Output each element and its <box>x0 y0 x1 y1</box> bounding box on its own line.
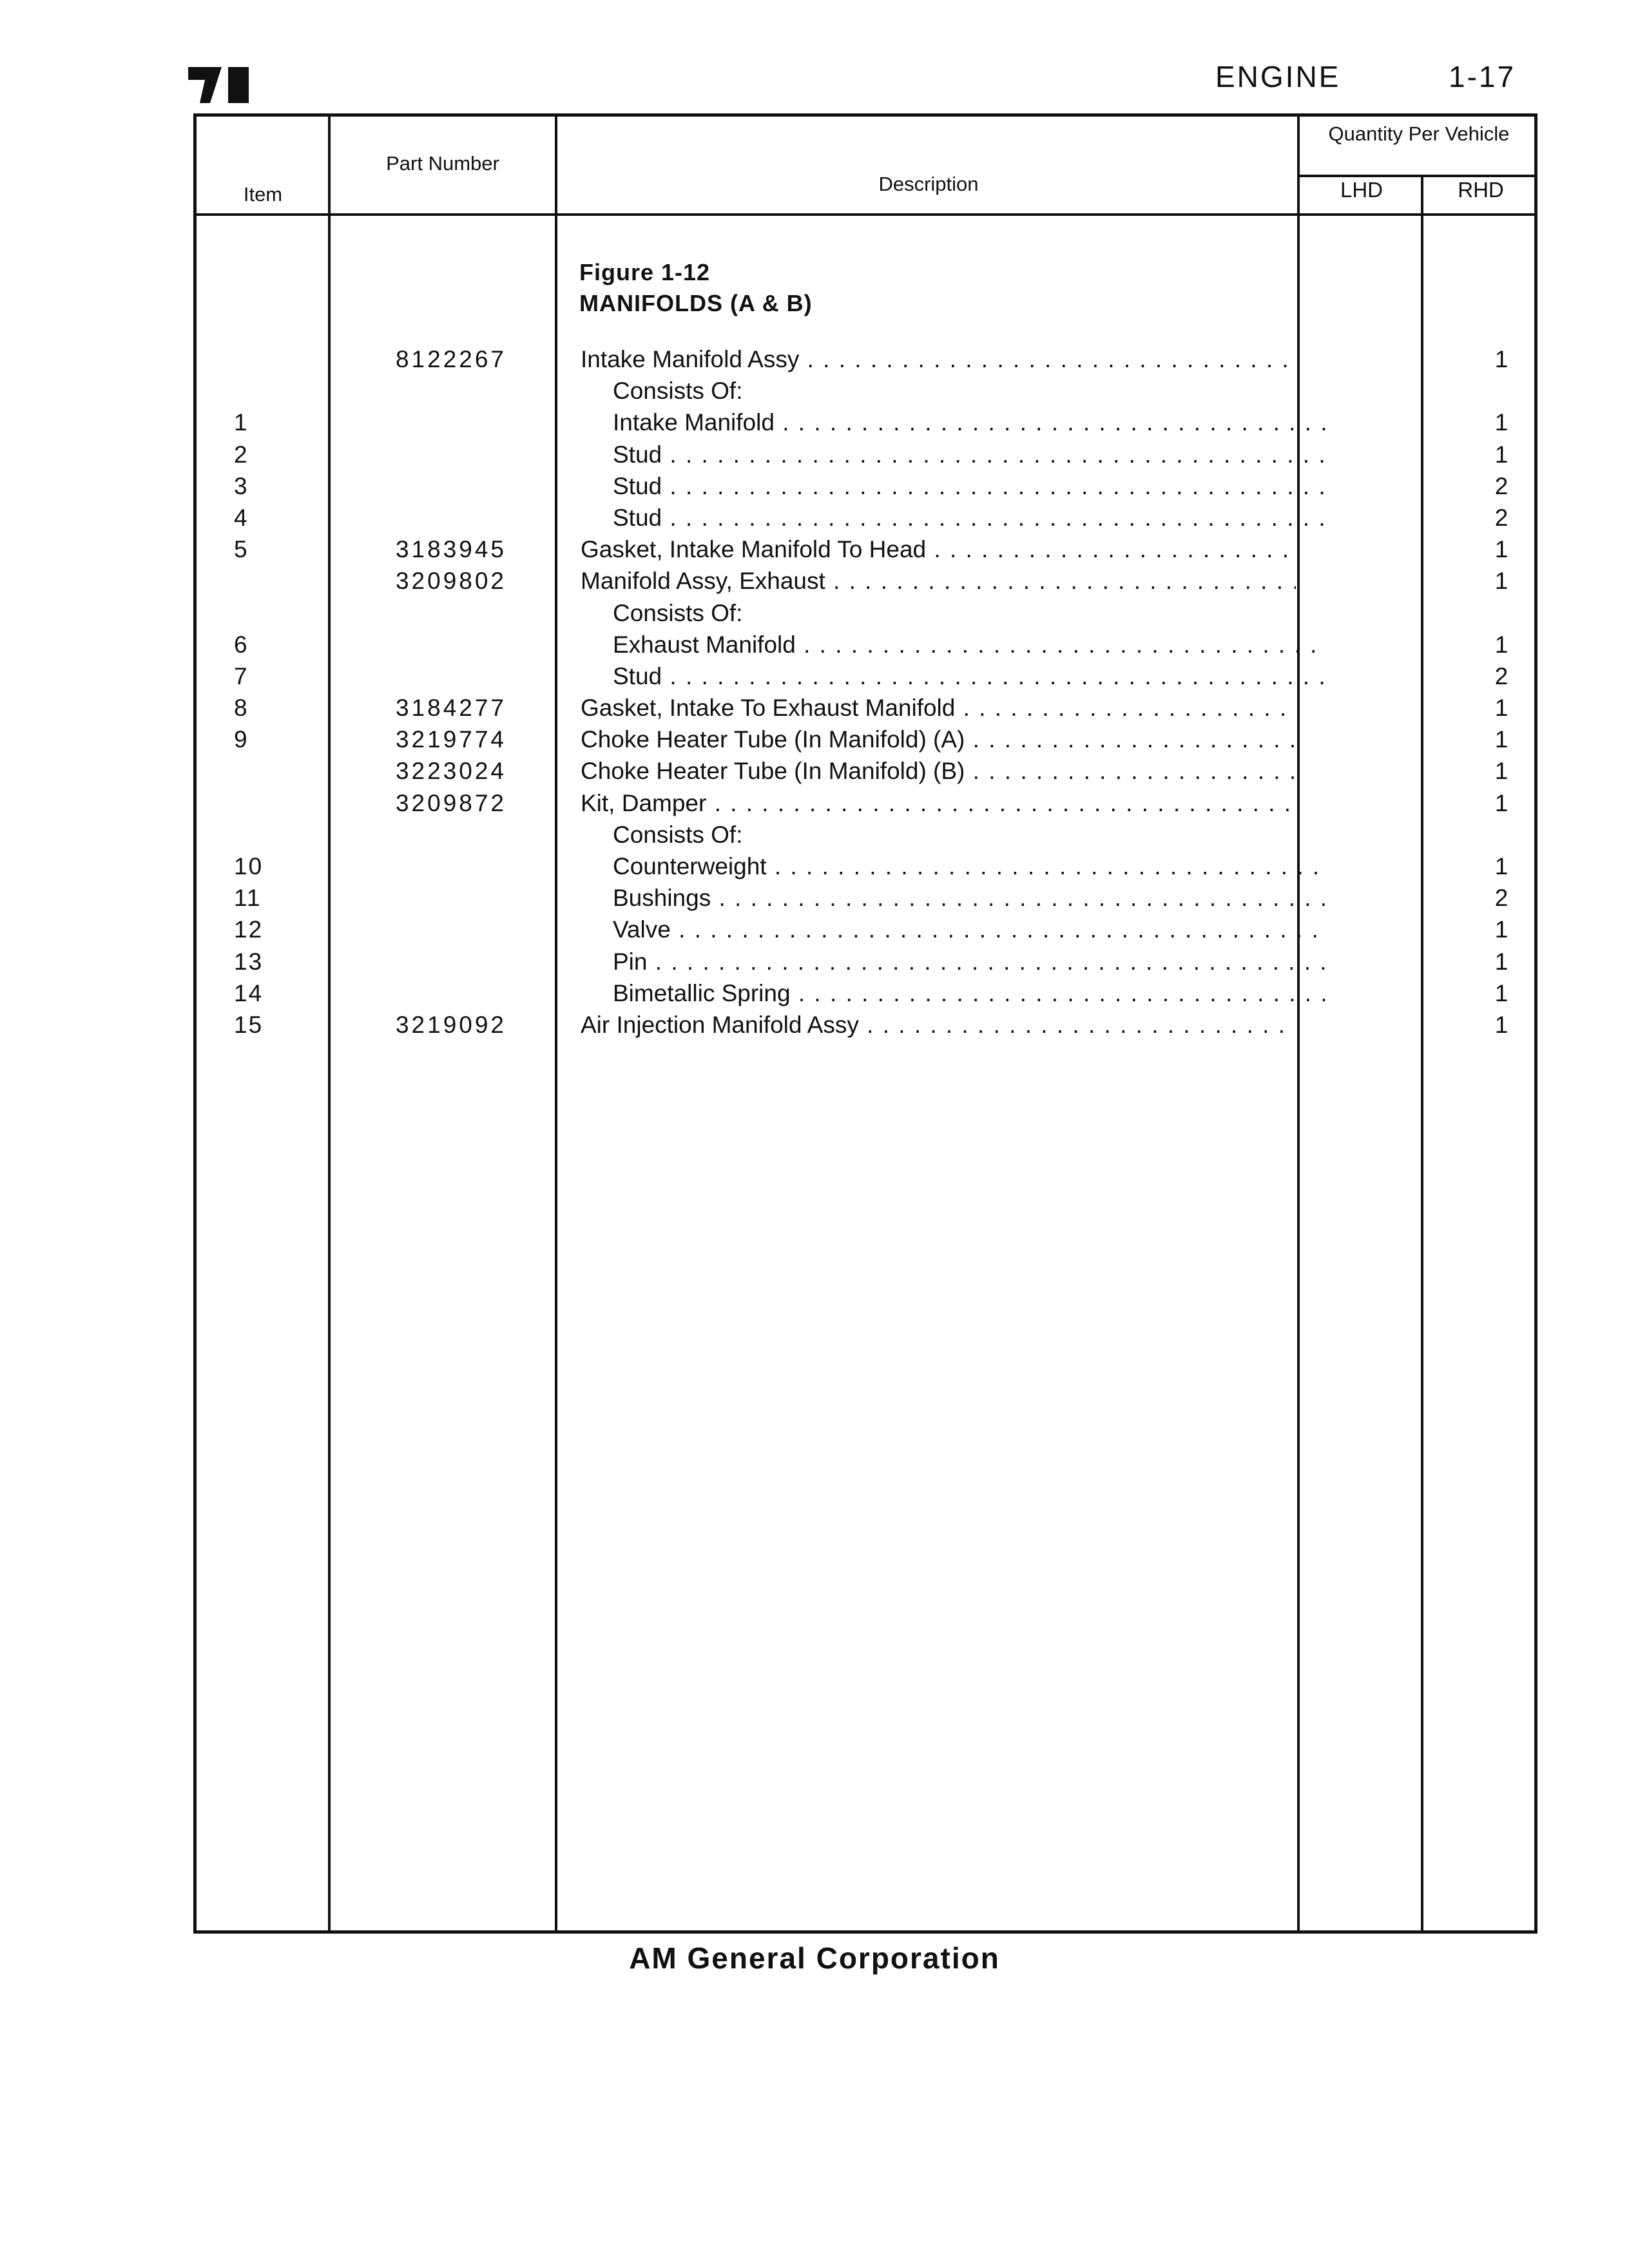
rhd-qty-cell: 2 <box>1494 662 1509 689</box>
description-cell: Gasket, Intake To Exhaust Manifold . . . <box>581 692 1296 724</box>
description-cell: Exhaust Manifold . . . <box>613 629 1328 660</box>
part-number-cell: 3223024 <box>395 758 507 785</box>
description-cell: Intake Manifold Assy . . . <box>581 343 1296 375</box>
part-number-cell: 8122267 <box>395 346 507 372</box>
rhd-qty-cell: 1 <box>1494 346 1509 372</box>
table-row <box>197 819 1534 850</box>
table-row <box>197 882 1534 914</box>
table-row <box>197 977 1534 1009</box>
table-row <box>197 470 1534 502</box>
parts-table <box>193 113 1537 1934</box>
rhd-qty-cell: 1 <box>1494 853 1509 879</box>
item-cell: 11 <box>234 885 262 912</box>
table-row <box>197 629 1534 660</box>
header-lhd: LHD <box>1340 178 1383 202</box>
item-cell: 12 <box>234 916 264 943</box>
item-cell: 4 <box>234 504 249 531</box>
item-cell: 8 <box>234 695 249 722</box>
table-row <box>197 597 1534 629</box>
part-number-cell: 3209872 <box>395 789 507 816</box>
description-cell: Pin . . . <box>613 946 1328 977</box>
table-row <box>197 787 1534 819</box>
rhd-qty-cell: 1 <box>1494 979 1509 1006</box>
description-cell: Choke Heater Tube (In Manifold) (A) . . . <box>581 724 1296 755</box>
table-row <box>197 724 1534 755</box>
rhd-qty-cell: 1 <box>1494 536 1509 563</box>
rhd-qty-cell: 1 <box>1494 726 1509 753</box>
rhd-qty-cell: 1 <box>1494 948 1509 975</box>
item-cell: 14 <box>234 979 264 1006</box>
part-number-cell: 3209802 <box>395 568 507 595</box>
table-row <box>197 407 1534 438</box>
part-number-cell: 3219774 <box>395 726 507 753</box>
header-quantity: Quantity Per Vehicle <box>1328 122 1510 145</box>
rhd-qty-cell: 2 <box>1494 504 1509 531</box>
item-cell: 15 <box>234 1011 264 1038</box>
description-cell: Consists Of: <box>613 599 743 626</box>
section-title: ENGINE <box>1215 60 1341 93</box>
description-cell: Stud . . . <box>613 660 1328 692</box>
description-cell: Bimetallic Spring . . . <box>613 977 1328 1009</box>
item-cell: 13 <box>234 948 264 975</box>
item-cell: 5 <box>234 536 249 563</box>
description-cell: Bushings . . . <box>613 882 1328 914</box>
rhd-qty-cell: 2 <box>1494 885 1509 912</box>
item-cell: 7 <box>234 662 249 689</box>
page-number: 1-17 <box>1449 60 1516 93</box>
table-row <box>197 439 1534 470</box>
description-cell: Consists Of: <box>613 821 743 848</box>
part-number-cell: 3219092 <box>395 1011 507 1038</box>
header-part-number: Part Number <box>386 152 499 175</box>
description-cell: Air Injection Manifold Assy . . . <box>581 1009 1296 1041</box>
table-row <box>197 914 1534 945</box>
description-cell: Stud . . . <box>613 502 1328 533</box>
rhd-qty-cell: 1 <box>1494 631 1509 658</box>
header-item: Item <box>243 183 283 206</box>
table-row <box>197 1009 1534 1041</box>
header-bottom-rule <box>197 213 1534 216</box>
description-cell: Gasket, Intake Manifold To Head . . . <box>581 533 1296 565</box>
rhd-qty-cell: 1 <box>1494 568 1509 595</box>
description-cell: Consists Of: <box>613 378 743 405</box>
rhd-qty-cell: 2 <box>1494 472 1509 499</box>
item-cell: 9 <box>234 726 249 753</box>
table-row <box>197 533 1534 565</box>
description-cell: Intake Manifold . . . <box>613 407 1328 438</box>
item-cell: 1 <box>234 409 249 436</box>
table-row <box>197 946 1534 977</box>
item-cell: 6 <box>234 631 249 658</box>
table-row <box>197 692 1534 724</box>
rhd-qty-cell: 1 <box>1494 441 1509 468</box>
description-cell: Stud . . . <box>613 439 1328 470</box>
table-row <box>197 502 1534 533</box>
description-cell: Kit, Damper . . . <box>581 787 1296 819</box>
figure-number: Figure 1-12 <box>579 259 711 285</box>
table-row <box>197 850 1534 882</box>
parts-rows <box>197 343 1534 1041</box>
item-cell: 3 <box>234 472 249 499</box>
description-cell: Choke Heater Tube (In Manifold) (B) . . . <box>581 755 1296 787</box>
description-cell: Manifold Assy, Exhaust . . . <box>581 565 1296 597</box>
rhd-qty-cell: 1 <box>1494 1011 1509 1038</box>
table-row <box>197 343 1534 375</box>
table-row <box>197 375 1534 407</box>
table-row <box>197 565 1534 597</box>
figure-title: MANIFOLDS (A & B) <box>579 290 813 316</box>
am-general-logo <box>188 67 250 103</box>
header-description: Description <box>878 173 979 195</box>
rhd-qty-cell: 1 <box>1494 695 1509 722</box>
part-number-cell: 3184277 <box>395 695 507 722</box>
item-cell: 10 <box>234 853 264 879</box>
table-row <box>197 755 1534 787</box>
rhd-qty-cell: 1 <box>1494 758 1509 785</box>
description-cell: Counterweight . . . <box>613 850 1328 882</box>
rhd-qty-cell: 1 <box>1494 916 1509 943</box>
description-cell: Valve . . . <box>613 914 1328 945</box>
footer-company: AM General Corporation <box>629 1941 1000 1975</box>
part-number-cell: 3183945 <box>395 536 507 563</box>
header-rhd: RHD <box>1458 178 1504 202</box>
rhd-qty-cell: 1 <box>1494 789 1509 816</box>
figure-caption <box>579 257 813 319</box>
description-cell: Stud . . . <box>613 470 1328 502</box>
item-cell: 2 <box>234 441 249 468</box>
table-row <box>197 660 1534 692</box>
rhd-qty-cell: 1 <box>1494 409 1509 436</box>
